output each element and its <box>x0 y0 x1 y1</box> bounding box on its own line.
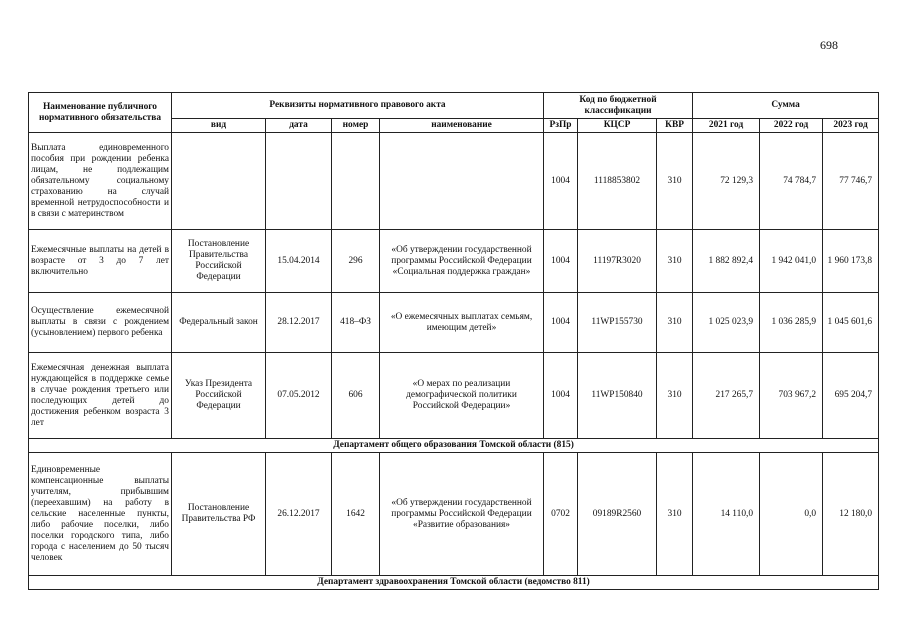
cell-2022: 74 784,7 <box>760 133 823 230</box>
cell-date: 07.05.2012 <box>266 353 332 439</box>
obligations-table <box>28 92 879 590</box>
cell-obligation: Ежемесячная денежная выплата нуждающейся в поддержке семье в случае рождения третьего или последующих детей до достижения ребенком возраста 3 лет <box>29 353 172 439</box>
cell-2023: 1 045 601,6 <box>823 293 879 353</box>
cell-name: «О мерах по реализации демографической политики Российской Федерации» <box>380 353 544 439</box>
cell-obligation: Выплата единовременного пособия при рождении ребенка лицам, не подлежащим обязательному социальному страхованию на случай временной нетрудоспособности и в связи с материнством <box>29 133 172 230</box>
header-number: номер <box>332 119 380 133</box>
cell-kind: Постановление Правительства Российской Федерации <box>172 230 266 293</box>
cell-2021: 1 882 892,4 <box>693 230 760 293</box>
header-rzpr: РзПр <box>544 119 578 133</box>
cell-name <box>380 133 544 230</box>
header-amount: Сумма <box>693 93 879 119</box>
cell-2023: 1 960 173,8 <box>823 230 879 293</box>
header-obligation: Наименование публичного нормативного обязательства <box>29 93 172 133</box>
cell-number: 296 <box>332 230 380 293</box>
header-2021: 2021 год <box>693 119 760 133</box>
cell-2023: 77 746,7 <box>823 133 879 230</box>
cell-kcsr: 09189R2560 <box>578 453 657 576</box>
cell-rzpr: 1004 <box>544 293 578 353</box>
cell-kcsr: 11WP155730 <box>578 293 657 353</box>
cell-rzpr: 0702 <box>544 453 578 576</box>
header-kvr: КВР <box>657 119 693 133</box>
cell-name: «Об утверждении государственной программы Российской Федерации «Социальная поддержка граждан» <box>380 230 544 293</box>
cell-kvr: 310 <box>657 453 693 576</box>
cell-kvr: 310 <box>657 133 693 230</box>
cell-2023: 695 204,7 <box>823 353 879 439</box>
cell-kind: Постановление Правительства РФ <box>172 453 266 576</box>
department-title: Департамент общего образования Томской области (815) <box>29 439 879 453</box>
cell-rzpr: 1004 <box>544 133 578 230</box>
cell-date: 26.12.2017 <box>266 453 332 576</box>
cell-kcsr: 11WP150840 <box>578 353 657 439</box>
cell-kvr: 310 <box>657 353 693 439</box>
cell-2021: 72 129,3 <box>693 133 760 230</box>
cell-name: «Об утверждении государственной программы Российской Федерации «Развитие образования» <box>380 453 544 576</box>
cell-2022: 703 967,2 <box>760 353 823 439</box>
cell-2021: 14 110,0 <box>693 453 760 576</box>
cell-2022: 0,0 <box>760 453 823 576</box>
cell-kind: Федеральный закон <box>172 293 266 353</box>
cell-obligation: Единовременные компенсационные выплаты учителям, прибывшим (переехавшим) на работу в сельские населенные пункты, либо рабочие поселки, либо поселки городского типа, либо города с населением до 50 тысяч человек <box>29 453 172 576</box>
cell-number <box>332 133 380 230</box>
cell-number: 1642 <box>332 453 380 576</box>
header-row-1 <box>29 93 879 119</box>
cell-obligation: Осуществление ежемесячной выплаты в связи с рождением (усыновлением) первого ребенка <box>29 293 172 353</box>
header-name: наименование <box>380 119 544 133</box>
cell-kcsr: 1118853802 <box>578 133 657 230</box>
cell-kind: Указ Президента Российской Федерации <box>172 353 266 439</box>
cell-kvr: 310 <box>657 293 693 353</box>
cell-kvr: 310 <box>657 230 693 293</box>
cell-date: 15.04.2014 <box>266 230 332 293</box>
header-2022: 2022 год <box>760 119 823 133</box>
cell-2022: 1 942 041,0 <box>760 230 823 293</box>
table-row <box>29 353 879 439</box>
cell-rzpr: 1004 <box>544 230 578 293</box>
cell-date: 28.12.2017 <box>266 293 332 353</box>
department-row <box>29 439 879 453</box>
header-kcsr: КЦСР <box>578 119 657 133</box>
cell-kind <box>172 133 266 230</box>
cell-2021: 1 025 023,9 <box>693 293 760 353</box>
cell-number: 418–ФЗ <box>332 293 380 353</box>
department-title: Департамент здравоохранения Томской области (ведомство 811) <box>29 576 879 590</box>
cell-rzpr: 1004 <box>544 353 578 439</box>
cell-2021: 217 265,7 <box>693 353 760 439</box>
table-row <box>29 293 879 353</box>
table-row <box>29 453 879 576</box>
header-budget-code: Код по бюджетной классификации <box>544 93 693 119</box>
header-kind: вид <box>172 119 266 133</box>
department-row <box>29 576 879 590</box>
header-2023: 2023 год <box>823 119 879 133</box>
cell-number: 606 <box>332 353 380 439</box>
cell-date <box>266 133 332 230</box>
header-date: дата <box>266 119 332 133</box>
cell-obligation: Ежемесячные выплаты на детей в возрасте от 3 до 7 лет включительно <box>29 230 172 293</box>
cell-kcsr: 11197R3020 <box>578 230 657 293</box>
table-row <box>29 133 879 230</box>
header-act-details: Реквизиты нормативного правового акта <box>172 93 544 119</box>
cell-name: «О ежемесячных выплатах семьям, имеющим детей» <box>380 293 544 353</box>
cell-2022: 1 036 285,9 <box>760 293 823 353</box>
cell-2023: 12 180,0 <box>823 453 879 576</box>
page-number: 698 <box>820 38 838 52</box>
table-row <box>29 230 879 293</box>
